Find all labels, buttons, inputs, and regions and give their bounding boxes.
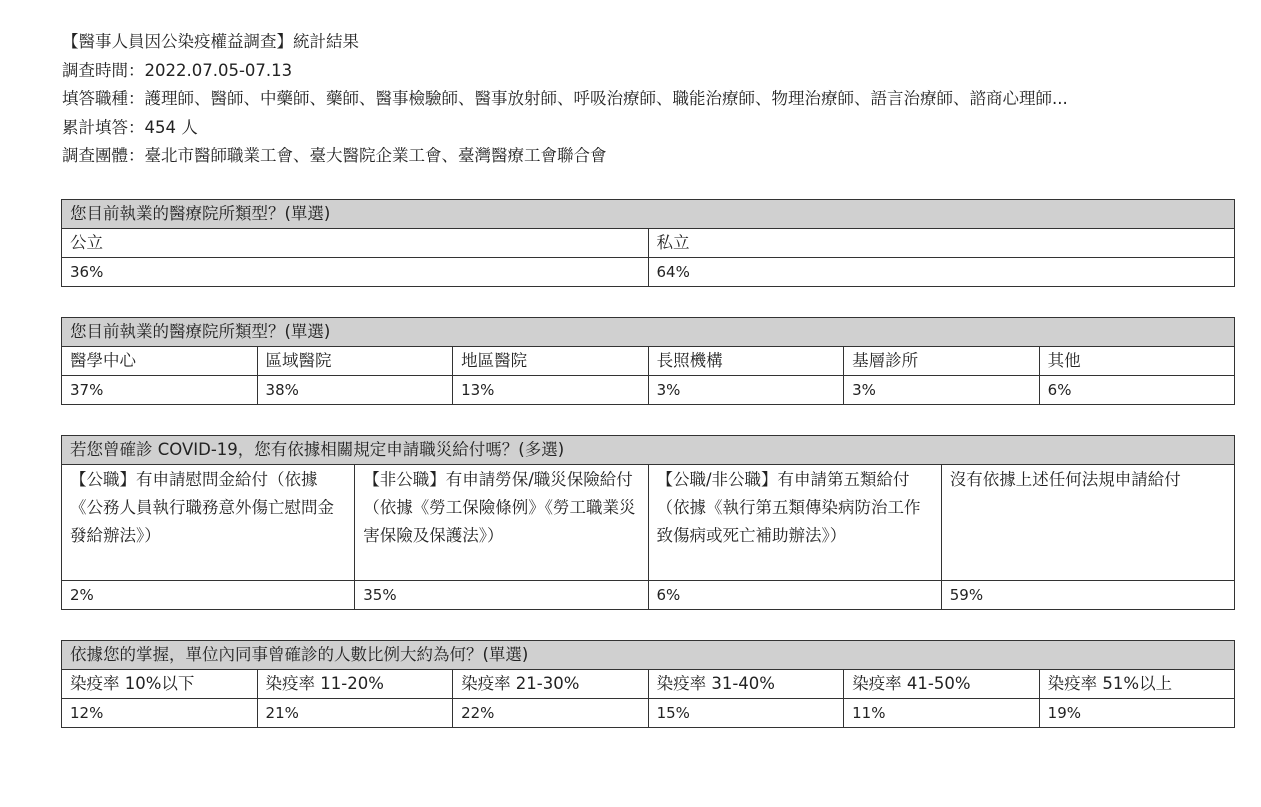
- option-label: 基層診所: [844, 347, 1040, 376]
- option-label: 沒有依據上述任何法規申請給付: [941, 465, 1234, 581]
- option-label: 染疫率 10%以下: [62, 670, 258, 699]
- survey-period: 調查時間：2022.07.05-07.13: [62, 60, 293, 80]
- survey-organizers: 調查團體：臺北市醫師職業工會、臺大醫院企業工會、臺灣醫療工會聯合會: [62, 146, 607, 166]
- option-percent: 11%: [844, 699, 1040, 728]
- option-label: 染疫率 21-30%: [453, 670, 649, 699]
- option-percent: 15%: [648, 699, 844, 728]
- option-label: 區域醫院: [257, 347, 453, 376]
- question-table-occupational-claim: [61, 435, 1235, 610]
- option-label: 公立: [62, 229, 649, 258]
- option-label: 其他: [1039, 347, 1234, 376]
- option-label: 染疫率 51%以上: [1039, 670, 1234, 699]
- option-label: 醫學中心: [62, 347, 258, 376]
- survey-title: 【醫事人員因公染疫權益調查】統計結果: [62, 32, 359, 51]
- survey-header: [62, 28, 1242, 171]
- option-percent: 59%: [941, 581, 1234, 610]
- option-label: 私立: [648, 229, 1235, 258]
- option-label: 染疫率 11-20%: [257, 670, 453, 699]
- respondent-roles: 填答職種：護理師、醫師、中藥師、藥師、醫事檢驗師、醫事放射師、呼吸治療師、職能治療師、物理治療師、語言治療師、諮商心理師...: [62, 89, 1068, 109]
- option-percent: 37%: [62, 376, 258, 405]
- option-label: 【公職】有申請慰問金給付（依據《公務人員執行職務意外傷亡慰問金發給辦法》）: [62, 465, 355, 581]
- option-percent: 12%: [62, 699, 258, 728]
- option-percent: 3%: [648, 376, 844, 405]
- option-percent: 6%: [648, 581, 941, 610]
- option-label: 染疫率 31-40%: [648, 670, 844, 699]
- option-percent: 3%: [844, 376, 1040, 405]
- option-percent: 38%: [257, 376, 453, 405]
- option-percent: 35%: [355, 581, 648, 610]
- question-title: 若您曾確診 COVID-19，您有依據相關規定申請職災給付嗎？(多選): [62, 436, 1235, 465]
- option-percent: 2%: [62, 581, 355, 610]
- question-title: 依據您的掌握，單位內同事曾確診的人數比例大約為何？(單選): [62, 641, 1235, 670]
- question-title: 您目前執業的醫療院所類型？(單選): [62, 318, 1235, 347]
- option-label: 地區醫院: [453, 347, 649, 376]
- option-label: 長照機構: [648, 347, 844, 376]
- option-label: 【公職/非公職】有申請第五類給付（依據《執行第五類傳染病防治工作致傷病或死亡補助辦法》）: [648, 465, 941, 581]
- question-title: 您目前執業的醫療院所類型？(單選): [62, 200, 1235, 229]
- option-label: 染疫率 41-50%: [844, 670, 1040, 699]
- total-respondents: 累計填答：454 人: [62, 117, 198, 137]
- option-percent: 19%: [1039, 699, 1234, 728]
- option-percent: 22%: [453, 699, 649, 728]
- option-percent: 36%: [62, 258, 649, 287]
- option-percent: 13%: [453, 376, 649, 405]
- option-percent: 64%: [648, 258, 1235, 287]
- question-table-infection-rate: [61, 640, 1235, 728]
- option-label: 【非公職】有申請勞保/職災保險給付（依據《勞工保險條例》《勞工職業災害保險及保護法》）: [355, 465, 648, 581]
- question-table-facility-ownership: [61, 199, 1235, 287]
- question-table-facility-level: [61, 317, 1235, 405]
- option-percent: 21%: [257, 699, 453, 728]
- option-percent: 6%: [1039, 376, 1234, 405]
